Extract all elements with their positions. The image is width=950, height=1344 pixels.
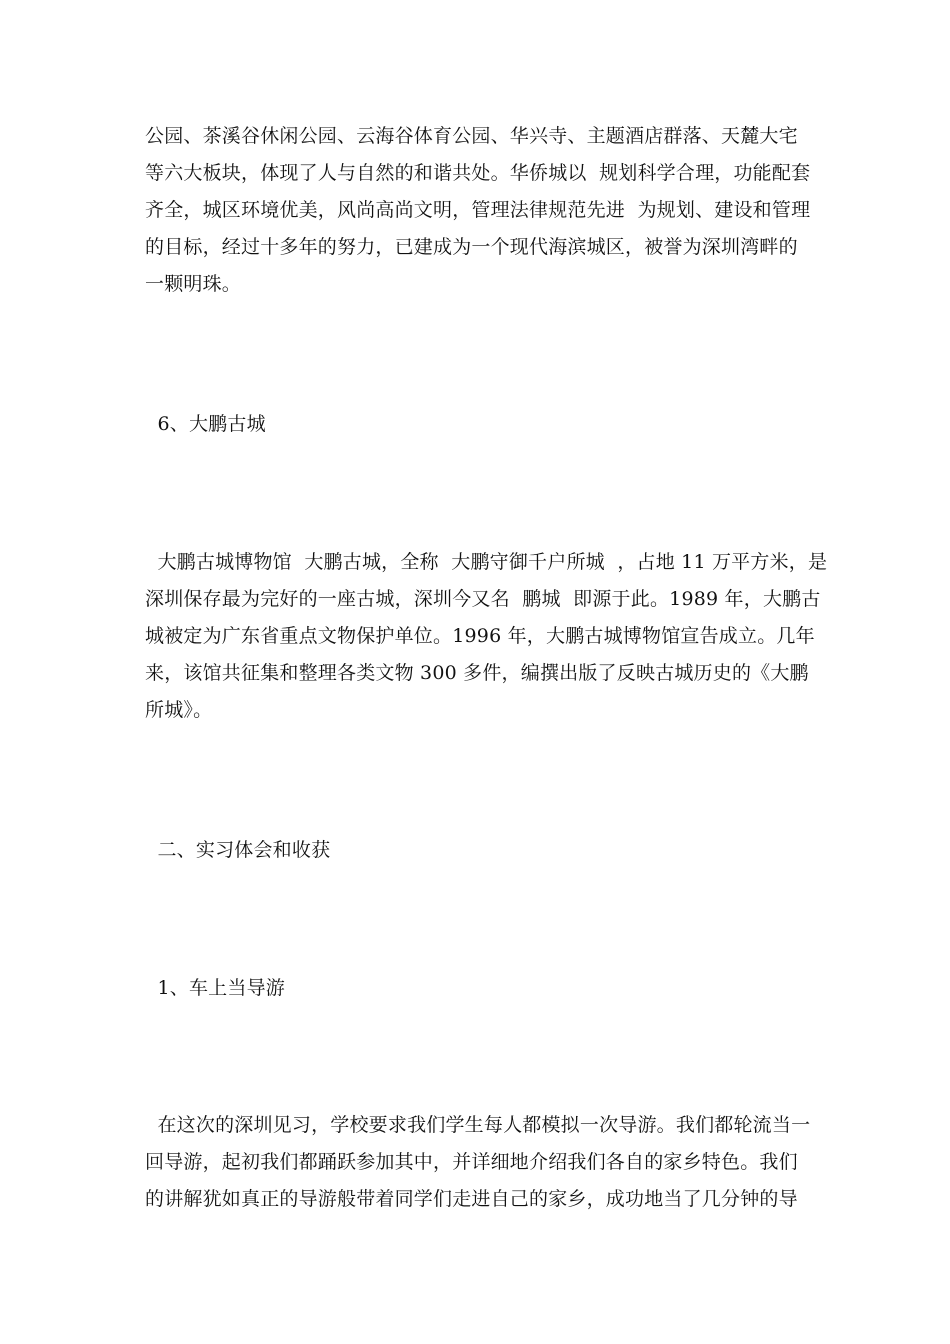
paragraph-line: 公园、茶溪谷休闲公园、云海谷体育公园、华兴寺、主题酒店群落、天麓大宅 xyxy=(145,125,798,147)
paragraph-line: 等六大板块，体现了人与自然的和谐共处。华侨城以 规划科学合理，功能配套 xyxy=(145,162,811,184)
paragraph-line: 的讲解犹如真正的导游般带着同学们走进自己的家乡，成功地当了几分钟的导 xyxy=(145,1188,798,1210)
paragraph-line: 所城》。 xyxy=(145,699,213,721)
paragraph-line: 的目标，经过十多年的努力，已建成为一个现代海滨城区，被誉为深圳湾畔的 xyxy=(145,236,798,258)
paragraph-line: 城被定为广东省重点文物保护单位。1996 年，大鹏古城博物馆宣告成立。几年 xyxy=(145,625,815,647)
paragraph-line: 深圳保存最为完好的一座古城，深圳今又名 鹏城 即源于此。1989 年，大鹏古 xyxy=(145,588,821,610)
paragraph-line: 回导游，起初我们都踊跃参加其中，并详细地介绍我们各自的家乡特色。我们 xyxy=(145,1151,798,1173)
paragraph-line: 来，该馆共征集和整理各类文物 300 多件，编撰出版了反映古城历史的《大鹏 xyxy=(145,662,809,684)
section-heading: 二、实习体会和收获 xyxy=(145,839,331,861)
section-heading: 6、大鹏古城 xyxy=(145,413,266,435)
paragraph-line: 一颗明珠。 xyxy=(145,273,242,295)
paragraph-line: 齐全，城区环境优美，风尚高尚文明，管理法律规范先进 为规划、建设和管理 xyxy=(145,199,811,221)
paragraph-line: 在这次的深圳见习，学校要求我们学生每人都模拟一次导游。我们都轮流当一 xyxy=(145,1114,811,1136)
section-heading: 1、车上当导游 xyxy=(145,977,285,999)
paragraph-line: 大鹏古城博物馆 大鹏古城，全称 大鹏守御千户所城 ，占地 11 万平方米，是 xyxy=(145,551,828,573)
